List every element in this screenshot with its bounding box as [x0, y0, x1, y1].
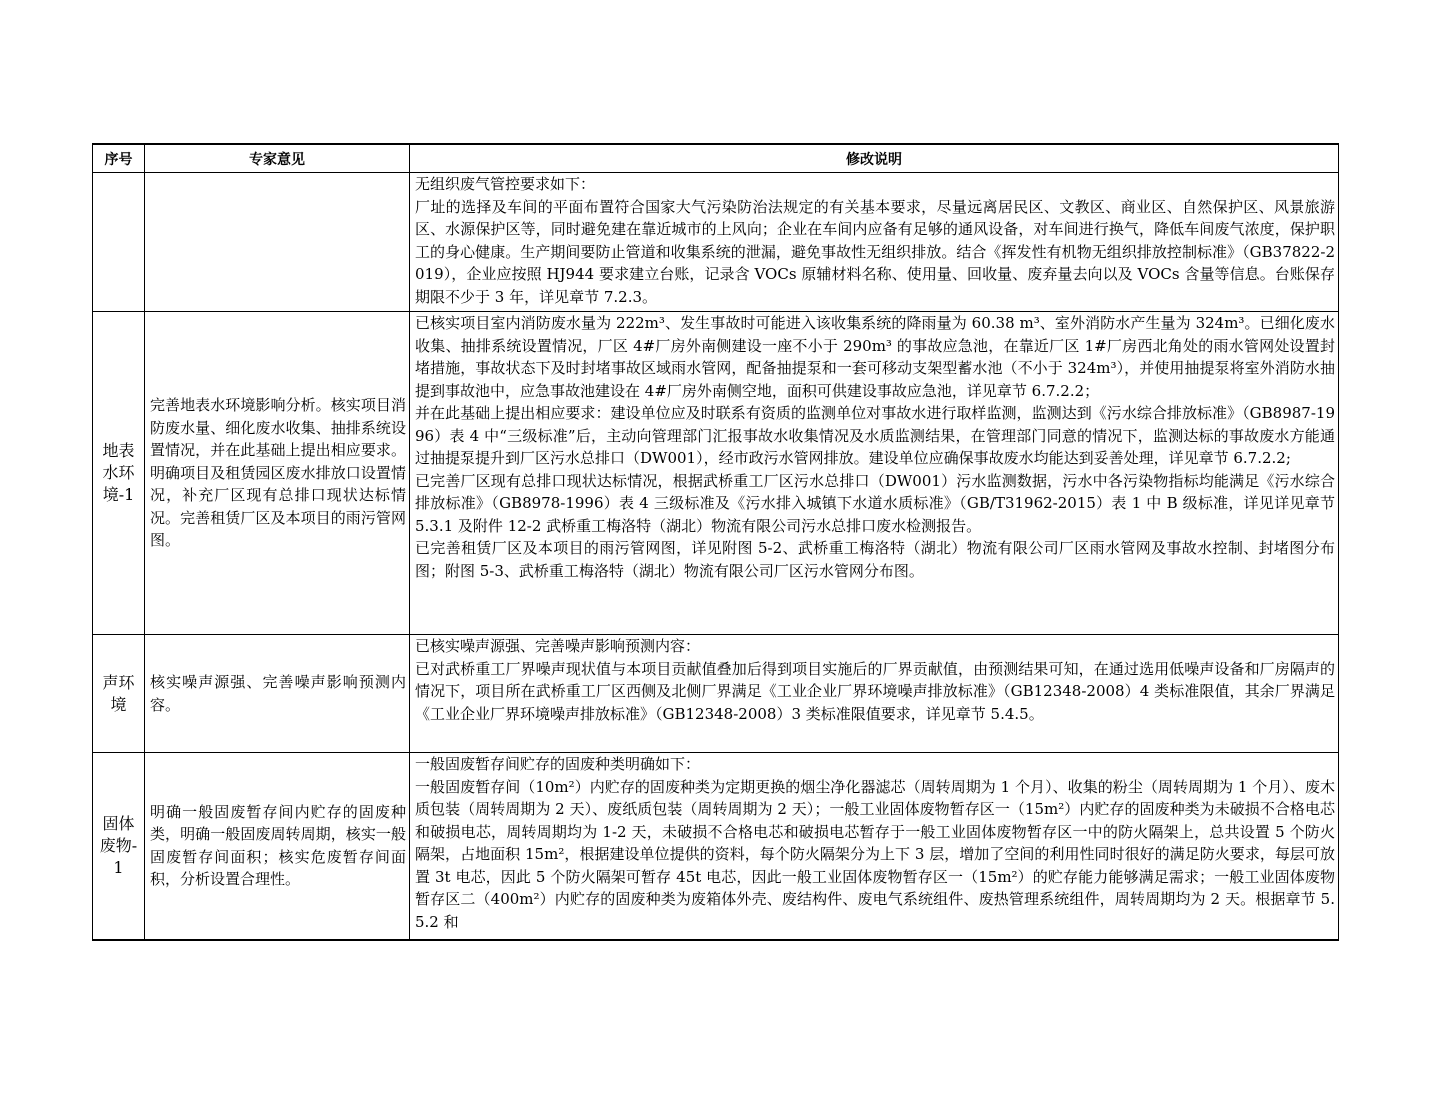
row-explanation — [410, 173, 1339, 312]
row-index: 声环境 — [93, 635, 145, 753]
table-header-row — [93, 144, 1339, 173]
table-row — [93, 312, 1339, 635]
explanation-paragraph: 无组织废气管控要求如下： — [415, 175, 596, 193]
explanation-paragraph: 一般固废暂存间贮存的固废种类明确如下： — [415, 755, 701, 773]
explanation-paragraph: 一般固废暂存间（10m²）内贮存的固废种类为定期更换的烟尘净化器滤芯（周转周期为 1 个月）、收集的粉尘（周转周期为 1 个月）、废木质包装（周转周期为 2 天）、废纸质包装（周转周期为 2 天）；一般工业固体废物暂存区一（15m²）内贮存的固废种类为未破损不合格电芯和破损电芯，周转周期均为 1-2 天，未破损不合格电芯和破损电芯暂存于一般工业固体废物暂存区一中的防火隔架上，总共设置 5 个防火隔架，占地面积 15m²，根据建设单位提供的资料，每个防火隔架分为上下 3 层，增加了空间的利用性同时很好的满足防火要求，每层可放置 3t 电芯，因此 5 个防火隔架可暂存 45t 电芯，因此一般工业固体废物暂存区一（15m²）的贮存能力能够满足需求；一般工业固体废物暂存区二（400m²）内贮存的固废种类为废箱体外壳、废结构件、废电气系统组件、废热管理系统组件，周转周期均为 2 天。根据章节 5.5.2 和 — [415, 777, 1335, 931]
row-index: 地表水环境-1 — [93, 312, 145, 635]
document-page — [92, 143, 1338, 941]
table-row — [93, 635, 1339, 753]
explanation-paragraph: 厂址的选择及车间的平面布置符合国家大气污染防治法规定的有关基本要求，尽量远离居民区、文教区、商业区、自然保护区、风景旅游区、水源保护区等，同时避免建在靠近城市的上风向；企业在车间内应备有足够的通风设备，对车间进行换气，降低车间废气浓度，保护职工的身心健康。生产期间要防止管道和收集系统的泄漏，避免事故性无组织排放。结合《挥发性有机物无组织排放控制标准》（GB37822-2019），企业应按照 HJ944 要求建立台账，记录含 VOCs 原辅材料名称、使用量、回收量、废弃量去向以及 VOCs 含量等信息。台账保存期限不少于 3 年，详见章节 7.2.3。 — [415, 197, 1335, 306]
explanation-paragraph: 已核实噪声源强、完善噪声影响预测内容： — [415, 637, 701, 655]
row-opinion: 核实噪声源强、完善噪声影响预测内容。 — [145, 635, 410, 753]
row-opinion: 明确一般固废暂存间内贮存的固废种类，明确一般固废周转周期，核实一般固废暂存间面积；核实危废暂存间面积，分析设置合理性。 — [145, 753, 410, 940]
explanation-paragraph: 已完善厂区现有总排口现状达标情况，根据武桥重工厂区污水总排口（DW001）污水监测数据，污水中各污染物指标均能满足《污水综合排放标准》（GB8978-1996）表 4 三级标准及《污水排入城镇下水道水质标准》（GB/T31962-2015）表 1 中 B 级标准，详见详见章节 5.3.1 及附件 12-2 武桥重工梅洛特（湖北）物流有限公司污水总排口废水检测报告。 — [415, 471, 1335, 535]
header-index: 序号 — [93, 144, 145, 173]
header-opinion: 专家意见 — [145, 144, 410, 173]
explanation-paragraph: 已完善租赁厂区及本项目的雨污管网图，详见附图 5-2、武桥重工梅洛特（湖北）物流有限公司厂区雨水管网及事故水控制、封堵图分布图；附图 5-3、武桥重工梅洛特（湖北）物流有限公司厂区污水管网分布图。 — [415, 539, 1335, 580]
table-row — [93, 753, 1339, 940]
row-explanation — [410, 635, 1339, 753]
row-index: 固体废物-1 — [93, 753, 145, 940]
row-opinion: 完善地表水环境影响分析。核实项目消防废水量、细化废水收集、抽排系统设置情况，并在此基础上提出相应要求。明确项目及租赁园区废水排放口设置情况，补充厂区现有总排口现状达标情况。完善租赁厂区及本项目的雨污管网图。 — [145, 312, 410, 635]
explanation-paragraph: 并在此基础上提出相应要求：建设单位应及时联系有资质的监测单位对事故水进行取样监测，监测达到《污水综合排放标准》（GB8987-1996）表 4 中“三级标准”后，主动向管理部门汇报事故水收集情况及水质监测结果，在管理部门同意的情况下，监测达标的事故废水方能通过抽提泵提升到厂区污水总排口（DW001），经市政污水管网排放。建设单位应确保事故废水均能达到妥善处理，详见章节 6.7.2.2; — [415, 404, 1335, 467]
explanation-paragraph: 已核实项目室内消防废水量为 222m³、发生事故时可能进入该收集系统的降雨量为 60.38 m³、室外消防水产生量为 324m³。已细化废水收集、抽排系统设置情况，厂区 4#厂房外南侧建设一座不小于 290m³ 的事故应急池，在靠近厂区 1#厂房西北角处的雨水管网处设置封堵措施，事故状态下及时封堵事故区域雨水管网，配备抽提泵和一套可移动支架型蓄水池（不小于 324m³），并使用抽提泵将室外消防水抽提到事故池中，应急事故池建设在 4#厂房外南侧空地，面积可供建设事故应急池，详见章节 6.7.2.2； — [415, 314, 1335, 400]
row-explanation — [410, 312, 1339, 635]
header-explanation: 修改说明 — [410, 144, 1339, 173]
explanation-paragraph: 已对武桥重工厂界噪声现状值与本项目贡献值叠加后得到项目实施后的厂界贡献值，由预测结果可知，在通过选用低噪声设备和厂房隔声的情况下，项目所在武桥重工厂区西侧及北侧厂界满足《工业企业厂界环境噪声排放标准》（GB12348-2008）4 类标准限值，其余厂界满足《工业企业厂界环境噪声排放标准》（GB12348-2008）3 类标准限值要求，详见章节 5.4.5。 — [415, 659, 1335, 723]
row-explanation — [410, 753, 1339, 940]
table-row — [93, 173, 1339, 312]
row-index — [93, 173, 145, 312]
row-opinion — [145, 173, 410, 312]
review-response-table — [92, 143, 1339, 941]
